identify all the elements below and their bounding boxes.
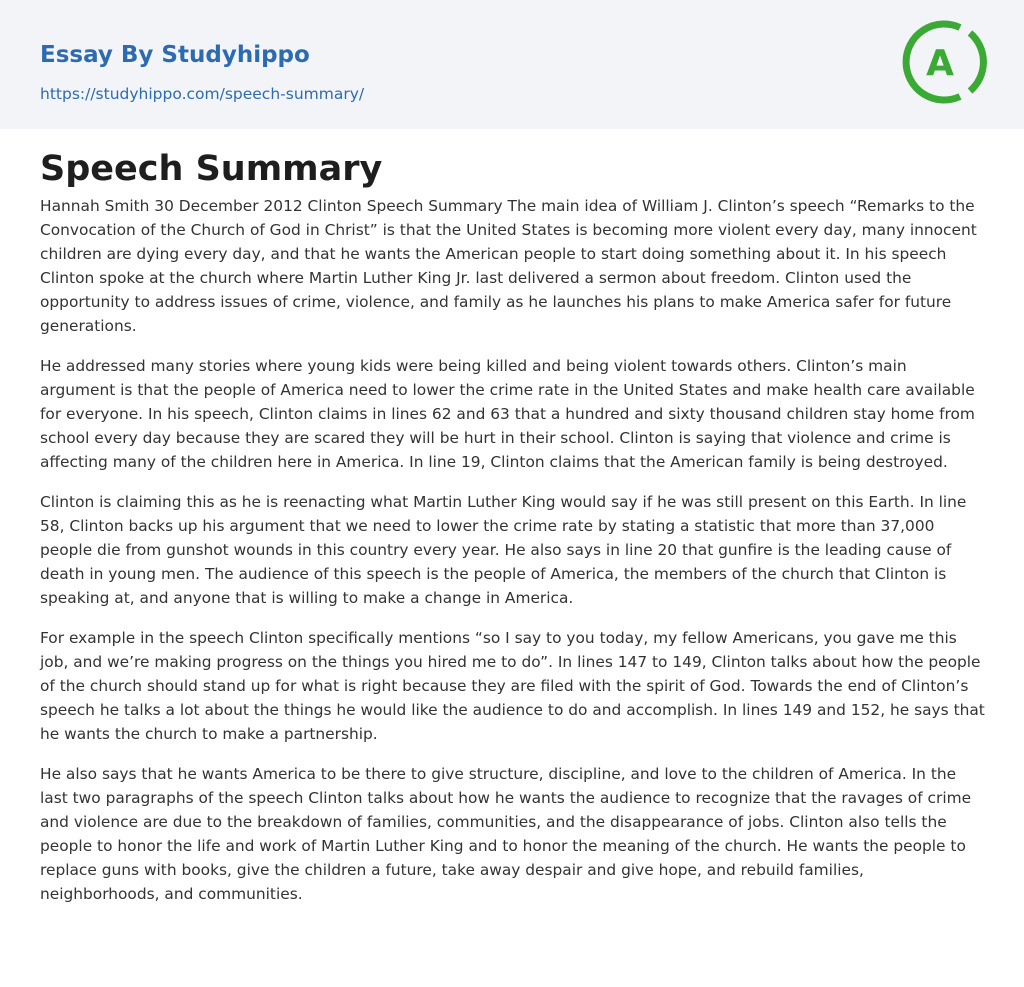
article-paragraph: He addressed many stories where young kids were being killed and being violent towards others. Clinton’s main argument is that the people of America need to lower the crime rate in the United States and make health care available for everyone. In his speech, Clinton claims in lines 62 and 63 that a hundred and sixty thousand children stay home from school every day because they are scared they will be hurt in their school. Clinton is saying that violence and crime is affecting many of the children here in America. In line 19, Clinton claims that the American family is being destroyed. xyxy=(40,357,975,471)
source-url-link[interactable]: https://studyhippo.com/speech-summary/ xyxy=(40,85,365,103)
logo-letter: A xyxy=(926,43,954,84)
site-header xyxy=(0,0,1024,129)
site-title[interactable]: Essay By Studyhippo xyxy=(40,42,310,68)
page-title: Speech Summary xyxy=(40,149,383,189)
studyhippo-logo-icon[interactable] xyxy=(900,18,988,106)
article-paragraph: Clinton is claiming this as he is reenacting what Martin Luther King would say if he was still present on this Earth. In line 58, Clinton backs up his argument that we need to lower the crime rate by stating a statistic that more than 37,000 people die from gunshot wounds in this country every year. He also says in line 20 that gunfire is the leading cause of death in young men. The audience of this speech is the people of America, the members of the church that Clinton is speaking at, and anyone that is willing to make a change in America. xyxy=(40,493,967,607)
logo-ring-right xyxy=(970,33,983,91)
article-paragraph: Hannah Smith 30 December 2012 Clinton Speech Summary The main idea of William J. Clinton’s speech “Remarks to the Convocation of the Church of God in Christ” is that the United States is becoming more violent every day, many innocent children are dying every day, and that he wants the American people to start doing something about it. In his speech Clinton spoke at the church where Martin Luther King Jr. last delivered a sermon about freedom. Clinton used the opportunity to address issues of crime, violence, and family as he launches his plans to make America safer for future generations. xyxy=(40,197,977,335)
article-content xyxy=(40,148,985,922)
article-paragraph: For example in the speech Clinton specifically mentions “so I say to you today, my fellow Americans, you gave me this job, and we’re making progress on the things you hired me to do”. In lines 147 to 149, Clinton talks about how the people of the church should stand up for what is right because they are filed with the spirit of God. Towards the end of Clinton’s speech he talks a lot about the things he would like the audience to do and accomplish. In lines 149 and 152, he says that he wants the church to make a partnership. xyxy=(40,629,985,743)
article-paragraph: He also says that he wants America to be there to give structure, discipline, and love to the children of America. In the last two paragraphs of the speech Clinton talks about how he wants the audience to recognize that the ravages of crime and violence are due to the breakdown of families, communities, and the disappearance of jobs. Clinton also tells the people to honor the life and work of Martin Luther King and to honor the meaning of the church. He wants the people to replace guns with books, give the children a future, take away despair and give hope, and rebuild families, neighborhoods, and communities. xyxy=(40,765,972,903)
